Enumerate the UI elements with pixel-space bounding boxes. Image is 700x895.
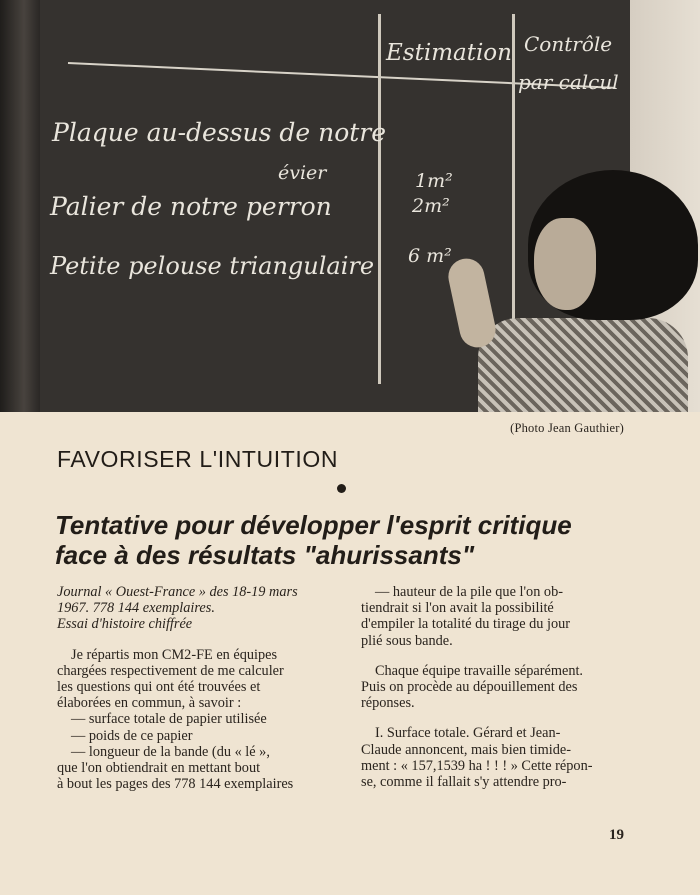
page-number: 19 <box>609 827 624 843</box>
board-header-controle: Contrôle <box>524 32 613 56</box>
bullet-separator <box>337 484 346 493</box>
list-item: — longueur de la bande (du « lé », <box>71 743 270 760</box>
paragraph-line: se, comme il fallait s'y attendre pro- <box>361 774 567 791</box>
list-item: — poids de ce papier <box>71 727 193 744</box>
section-title: FAVORISER L'INTUITION <box>57 446 339 472</box>
board-column-line <box>378 14 381 384</box>
paragraph-line: Chaque équipe travaille séparément. <box>375 662 584 679</box>
paragraph-line: réponses. <box>361 695 415 712</box>
source-reference: 1967. 778 144 exemplaires. <box>57 600 215 617</box>
board-header-estimation: Estimation <box>386 40 512 66</box>
paragraph-line: plié sous bande. <box>361 632 453 649</box>
photo-caption: (Photo Jean Gauthier) <box>510 421 624 435</box>
board-frame <box>0 0 40 412</box>
paragraph-line: élaborées en commun, à savoir : <box>57 695 242 712</box>
board-header-controle-2: par calcul <box>518 70 619 94</box>
board-row-1: Plaque au-dessus de notre <box>52 118 387 147</box>
article-column-left <box>57 584 322 792</box>
article-column-right <box>361 584 627 790</box>
board-estimate-3: 6 m² <box>408 245 452 267</box>
girl-figure-face <box>534 218 596 310</box>
board-estimate-2: 2m² <box>412 195 450 217</box>
paragraph-line: chargées respectivement de me calculer <box>57 662 284 679</box>
paragraph-line: Je répartis mon CM2-FE en équipes <box>71 646 278 663</box>
paragraph-line: les questions qui ont été trouvées et <box>57 679 261 696</box>
paragraph-line: I. Surface totale. Gérard et Jean- <box>375 725 561 742</box>
source-reference: Journal « Ouest-France » des 18-19 mars <box>57 584 298 600</box>
list-item: à bout les pages des 778 144 exemplaires <box>57 776 294 793</box>
list-item: que l'on obtiendrait en mettant bout <box>57 760 261 777</box>
board-estimate-1: 1m² <box>415 170 453 192</box>
list-item: — surface totale de papier utilisée <box>71 711 267 728</box>
source-reference: Essai d'histoire chiffrée <box>57 616 193 633</box>
article-headline <box>55 510 655 570</box>
board-row-2: Palier de notre perron <box>50 192 332 221</box>
headline-line: Tentative pour développer l'esprit critique <box>55 510 572 540</box>
board-row-3: Petite pelouse triangulaire <box>50 252 375 280</box>
board-row-1-cont: évier <box>278 162 327 184</box>
headline-line: face à des résultats "ahurissants" <box>55 540 475 570</box>
girl-figure <box>478 318 688 412</box>
paragraph-line: tiendrait si l'on avait la possibilité <box>361 600 554 617</box>
paragraph-line: d'empiler la totalité du tirage du jour <box>361 616 571 633</box>
paragraph-line: Claude annoncent, mais bien timide- <box>361 741 572 758</box>
classroom-photo <box>0 0 700 412</box>
paragraph-line: Puis on procède au dépouillement des <box>361 679 578 696</box>
paragraph-line: — hauteur de la pile que l'on ob- <box>375 584 563 600</box>
paragraph-line: ment : « 157,1539 ha ! ! ! » Cette répon- <box>361 757 593 774</box>
